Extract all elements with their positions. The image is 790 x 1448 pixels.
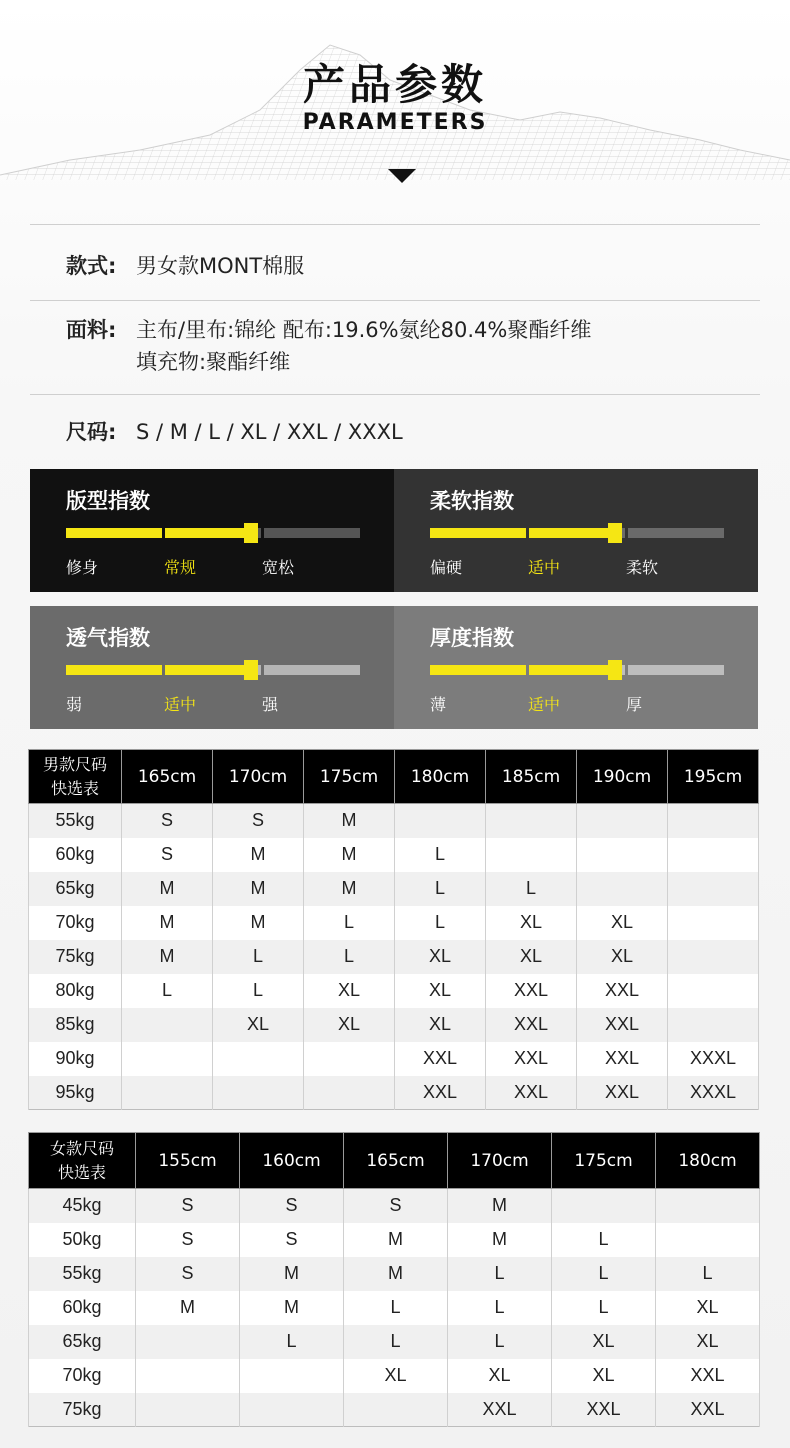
size-cell [656,1189,760,1223]
table-row [29,1291,760,1325]
size-cell [213,1076,304,1110]
size-cell: S [136,1257,240,1291]
height-column-header: 190cm [577,750,668,804]
hero-header [0,0,790,200]
size-cell [486,804,577,838]
size-cell: XL [577,906,668,940]
index-title: 厚度指数 [430,626,514,650]
size-cell: S [122,838,213,872]
index-title: 透气指数 [66,626,150,650]
size-cell: XXL [577,974,668,1008]
table-row [29,906,759,940]
size-cell: XXL [448,1393,552,1427]
size-cell: XL [486,906,577,940]
table-row [29,1189,760,1223]
size-cell: XL [395,940,486,974]
size-cell: S [213,804,304,838]
size-cell: M [304,804,395,838]
index-marker [608,523,622,543]
size-cell: M [344,1223,448,1257]
size-cell [668,872,759,906]
size-cell: XXL [486,1076,577,1110]
size-cell: L [344,1291,448,1325]
size-cell: M [304,872,395,906]
size-cell [668,906,759,940]
weight-cell: 70kg [29,906,122,940]
index-bar [66,528,360,538]
size-cell: XXL [577,1076,668,1110]
index-marker [608,660,622,680]
size-cell: XL [213,1008,304,1042]
size-cell [304,1076,395,1110]
size-cell [656,1223,760,1257]
height-column-header: 165cm [122,750,213,804]
size-cell [668,974,759,1008]
size-cell: S [240,1223,344,1257]
index-title: 柔软指数 [430,489,514,513]
fit-index-panel [30,469,394,592]
size-cell: XL [304,974,395,1008]
spec-value [136,250,304,282]
height-column-header: 180cm [395,750,486,804]
height-column-header: 160cm [240,1133,344,1189]
size-cell: M [304,838,395,872]
size-cell [577,804,668,838]
spec-value-line: 主布/里布:锦纶 配布:19.6%氨纶80.4%聚酯纤维 [136,318,592,342]
weight-cell: 55kg [29,804,122,838]
size-cell: XXL [577,1042,668,1076]
softness-index-panel [394,469,758,592]
size-cell: L [395,872,486,906]
size-cell: M [136,1291,240,1325]
spec-value-line: S / M / L / XL / XXL / XXXL [136,420,403,444]
size-cell [668,838,759,872]
size-cell: L [304,906,395,940]
size-cell [122,1076,213,1110]
height-column-header: 175cm [552,1133,656,1189]
size-cell: L [552,1291,656,1325]
index-label-low: 薄 [430,695,447,714]
size-cell [668,940,759,974]
table-row [29,1042,759,1076]
spec-value [136,314,591,378]
spec-sizes [66,416,403,448]
index-label-high: 强 [262,695,279,714]
size-cell [136,1325,240,1359]
size-cell: L [304,940,395,974]
size-cell: XXL [577,1008,668,1042]
size-cell [395,804,486,838]
size-cell: L [240,1325,344,1359]
index-marker [244,660,258,680]
size-cell [122,1042,213,1076]
size-cell: XXL [656,1359,760,1393]
weight-cell: 55kg [29,1257,136,1291]
height-column-header: 165cm [344,1133,448,1189]
index-label-low: 修身 [66,558,99,577]
corner-line: 男款尺码 [42,754,107,774]
height-column-header: 185cm [486,750,577,804]
table-row [29,974,759,1008]
index-label-mid: 适中 [528,558,561,577]
weight-cell: 75kg [29,1393,136,1427]
height-column-header: 175cm [304,750,395,804]
page-title: 产品参数 [302,60,487,109]
size-cell: XXL [552,1393,656,1427]
index-label-mid: 适中 [164,695,197,714]
weight-cell: 85kg [29,1008,122,1042]
table-row [29,872,759,906]
size-cell: S [136,1189,240,1223]
table-row [29,940,759,974]
size-cell: M [448,1223,552,1257]
divider [30,224,760,225]
size-cell: XL [577,940,668,974]
table-row [29,1325,760,1359]
spec-label: 尺码: [66,420,117,444]
size-cell [668,804,759,838]
size-cell: XL [344,1359,448,1393]
height-column-header: 170cm [213,750,304,804]
size-cell: M [122,872,213,906]
table-row [29,1393,760,1427]
size-cell [122,1008,213,1042]
weight-cell: 80kg [29,974,122,1008]
table-corner-label [29,1133,136,1189]
size-cell: M [122,906,213,940]
index-label-low: 偏硬 [430,558,463,577]
size-cell: L [395,906,486,940]
size-cell: S [122,804,213,838]
size-cell: L [213,974,304,1008]
size-cell [344,1393,448,1427]
page-subtitle: PARAMETERS [302,110,488,135]
size-cell: L [395,838,486,872]
corner-line: 女款尺码 [49,1138,114,1158]
size-cell: XXL [656,1393,760,1427]
height-column-header: 195cm [668,750,759,804]
size-cell: L [344,1325,448,1359]
size-cell: XL [395,974,486,1008]
divider [30,300,760,301]
spec-label: 面料: [66,318,117,342]
size-cell: XL [304,1008,395,1042]
size-cell: M [213,838,304,872]
table-row [29,1359,760,1393]
table-row [29,838,759,872]
spec-value-line: 填充物:聚酯纤维 [136,350,291,374]
index-label-high: 柔软 [626,558,659,577]
weight-cell: 90kg [29,1042,122,1076]
size-cell: M [213,872,304,906]
size-cell: XL [486,940,577,974]
spec-style [66,250,304,282]
height-column-header: 180cm [656,1133,760,1189]
table-corner-label [29,750,122,804]
weight-cell: 60kg [29,1291,136,1325]
table-row [29,1076,759,1110]
size-cell: L [448,1257,552,1291]
divider [30,394,760,395]
size-cell: XXL [486,974,577,1008]
men-size-table [28,749,759,1110]
index-bar [430,528,724,538]
size-cell: XXL [395,1076,486,1110]
size-cell [240,1393,344,1427]
size-cell: XXL [486,1042,577,1076]
table-row [29,804,759,838]
size-cell: L [448,1325,552,1359]
weight-cell: 60kg [29,838,122,872]
index-label-high: 厚 [626,695,643,714]
spec-value-line: 男女款MONT棉服 [136,254,305,278]
table-row [29,1257,760,1291]
thickness-index-panel [394,606,758,729]
size-cell [577,838,668,872]
weight-cell: 75kg [29,940,122,974]
index-label-mid: 适中 [528,695,561,714]
table-row [29,1223,760,1257]
size-cell: L [486,872,577,906]
size-cell: XL [448,1359,552,1393]
size-cell [486,838,577,872]
index-bar [430,665,724,675]
size-cell [136,1359,240,1393]
index-bar [66,665,360,675]
size-cell: L [213,940,304,974]
size-cell: XXL [486,1008,577,1042]
size-cell [552,1189,656,1223]
weight-cell: 45kg [29,1189,136,1223]
table-row [29,1008,759,1042]
size-cell [577,872,668,906]
size-cell: XL [656,1291,760,1325]
size-cell [240,1359,344,1393]
index-label-mid: 常规 [164,558,197,577]
size-cell: M [122,940,213,974]
size-cell [136,1393,240,1427]
size-cell: XXXL [668,1076,759,1110]
size-cell: M [240,1257,344,1291]
size-cell [304,1042,395,1076]
height-column-header: 155cm [136,1133,240,1189]
size-cell: L [656,1257,760,1291]
size-cell: S [240,1189,344,1223]
size-cell: S [136,1223,240,1257]
size-cell: L [122,974,213,1008]
size-cell: L [448,1291,552,1325]
size-cell: M [448,1189,552,1223]
size-cell: M [344,1257,448,1291]
height-column-header: 170cm [448,1133,552,1189]
weight-cell: 95kg [29,1076,122,1110]
index-title: 版型指数 [66,489,150,513]
index-label-low: 弱 [66,695,83,714]
size-cell: L [552,1257,656,1291]
size-cell [668,1008,759,1042]
breathability-index-panel [30,606,394,729]
size-cell: S [344,1189,448,1223]
size-cell: XXXL [668,1042,759,1076]
size-cell: XL [656,1325,760,1359]
size-cell: XL [552,1359,656,1393]
index-marker [244,523,258,543]
index-label-high: 宽松 [262,558,295,577]
size-cell: M [213,906,304,940]
weight-cell: 70kg [29,1359,136,1393]
weight-cell: 65kg [29,872,122,906]
corner-line: 快选表 [50,778,99,798]
corner-line: 快选表 [57,1162,106,1182]
weight-cell: 50kg [29,1223,136,1257]
size-cell: XL [395,1008,486,1042]
weight-cell: 65kg [29,1325,136,1359]
size-cell: XXL [395,1042,486,1076]
size-cell: XL [552,1325,656,1359]
size-cell [213,1042,304,1076]
size-cell: M [240,1291,344,1325]
spec-fabric [66,314,591,378]
spec-label: 款式: [66,254,117,278]
size-cell: L [552,1223,656,1257]
down-triangle-icon [388,169,416,183]
spec-value [136,416,403,448]
women-size-table [28,1132,760,1427]
